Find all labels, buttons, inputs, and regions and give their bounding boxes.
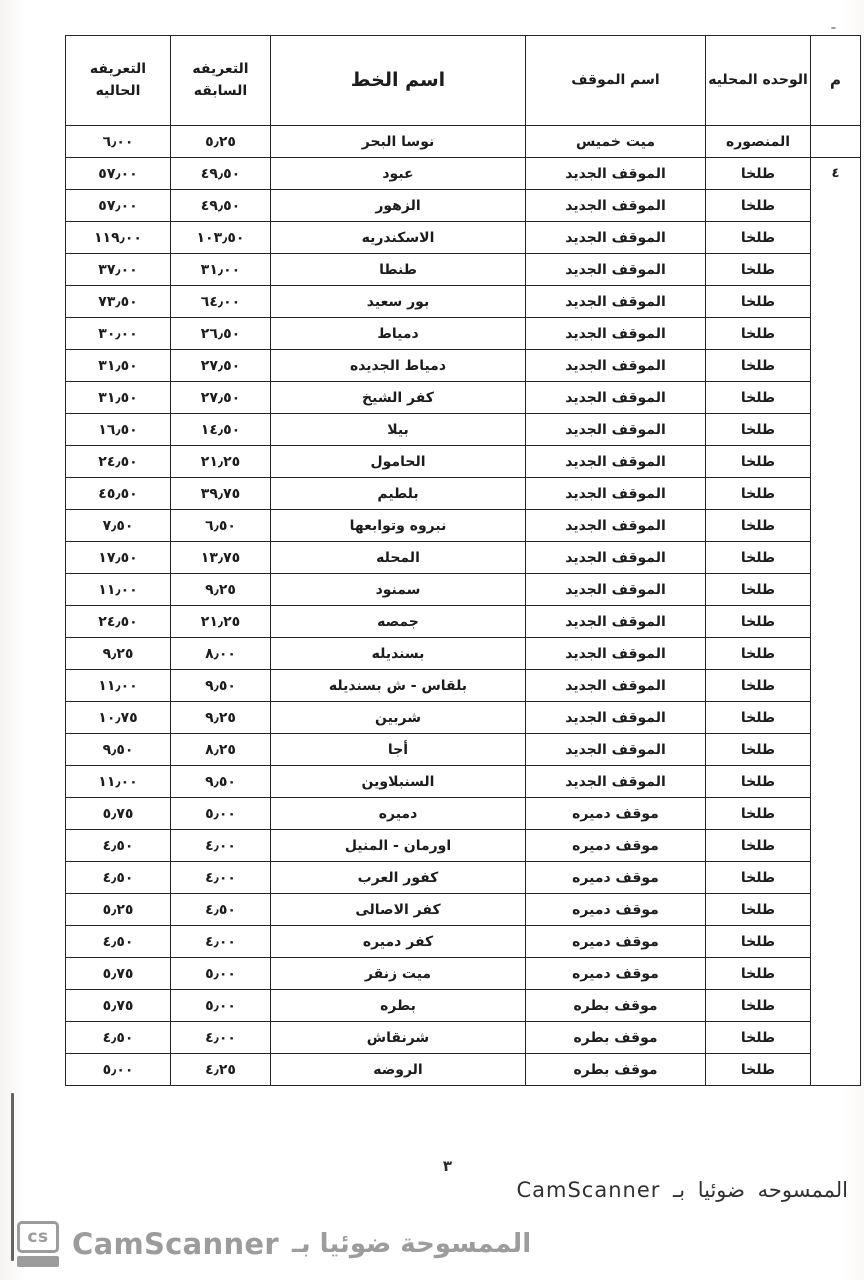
cell-station-name: الموقف الجديد xyxy=(526,478,706,510)
cell-station-name: موقف دميره xyxy=(526,862,706,894)
cell-current-tariff: ٥٫٧٥ xyxy=(66,798,171,830)
cell-serial-empty xyxy=(811,126,861,158)
cell-current-tariff: ٤٫٥٠ xyxy=(66,862,171,894)
cell-previous-tariff: ٦٫٥٠ xyxy=(171,510,271,542)
header-station-name: اسم الموقف xyxy=(526,36,706,126)
cell-current-tariff: ٣١٫٥٠ xyxy=(66,350,171,382)
cell-previous-tariff: ٤٫٠٠ xyxy=(171,1022,271,1054)
cell-line-name: بلقاس - ش بسنديله xyxy=(271,670,526,702)
cell-local-unit: طلخا xyxy=(706,894,811,926)
table-row xyxy=(66,222,861,254)
cell-line-name: كفر الاصالى xyxy=(271,894,526,926)
camscanner-logo-base xyxy=(17,1256,59,1267)
cell-previous-tariff: ١٠٣٫٥٠ xyxy=(171,222,271,254)
cell-local-unit: طلخا xyxy=(706,638,811,670)
header-line-name: اسم الخط xyxy=(271,36,526,126)
cell-previous-tariff: ٩٫٥٠ xyxy=(171,670,271,702)
table-row xyxy=(66,830,861,862)
camscanner-watermark xyxy=(17,1221,531,1267)
cell-current-tariff: ٥٫٧٥ xyxy=(66,958,171,990)
cell-local-unit: طلخا xyxy=(706,606,811,638)
cell-station-name: الموقف الجديد xyxy=(526,670,706,702)
cell-line-name: المحله xyxy=(271,542,526,574)
cell-line-name: كفور العرب xyxy=(271,862,526,894)
camscanner-logo-letters: cs xyxy=(17,1221,59,1253)
cell-station-name: موقف دميره xyxy=(526,958,706,990)
cell-local-unit: طلخا xyxy=(706,1022,811,1054)
cell-line-name: شربين xyxy=(271,702,526,734)
cell-local-unit: طلخا xyxy=(706,830,811,862)
cell-station-name: الموقف الجديد xyxy=(526,222,706,254)
watermark-arabic-text: الممسوحة ضوئيا بـ xyxy=(291,1229,532,1259)
scan-speck xyxy=(831,27,836,29)
cell-local-unit: طلخا xyxy=(706,702,811,734)
cell-station-name: الموقف الجديد xyxy=(526,446,706,478)
cell-current-tariff: ٧٣٫٥٠ xyxy=(66,286,171,318)
cell-station-name: الموقف الجديد xyxy=(526,702,706,734)
cell-previous-tariff: ٥٫٠٠ xyxy=(171,990,271,1022)
cell-previous-tariff: ٤٫٠٠ xyxy=(171,830,271,862)
table-row xyxy=(66,254,861,286)
table-row xyxy=(66,926,861,958)
cell-local-unit: طلخا xyxy=(706,766,811,798)
table-row xyxy=(66,734,861,766)
cell-previous-tariff: ٤٫٠٠ xyxy=(171,862,271,894)
cell-line-name: بور سعيد xyxy=(271,286,526,318)
cell-current-tariff: ٥٧٫٠٠ xyxy=(66,158,171,190)
cell-local-unit: طلخا xyxy=(706,254,811,286)
table-row xyxy=(66,510,861,542)
cell-previous-tariff: ٢٧٫٥٠ xyxy=(171,382,271,414)
cell-station-name: موقف بطره xyxy=(526,990,706,1022)
cell-previous-tariff: ٥٫٠٠ xyxy=(171,958,271,990)
group-serial-number: ٤ xyxy=(811,158,861,1086)
cell-line-name: نوسا البحر xyxy=(271,126,526,158)
cell-line-name: كفر دميره xyxy=(271,926,526,958)
camscanner-logo-icon xyxy=(17,1221,59,1267)
cell-local-unit: طلخا xyxy=(706,1054,811,1086)
cell-previous-tariff: ٩٫٥٠ xyxy=(171,766,271,798)
cell-local-unit: طلخا xyxy=(706,286,811,318)
cell-station-name: موقف دميره xyxy=(526,894,706,926)
table-row xyxy=(66,1022,861,1054)
cell-local-unit: طلخا xyxy=(706,414,811,446)
cell-current-tariff: ٤٥٫٥٠ xyxy=(66,478,171,510)
table-row xyxy=(66,190,861,222)
cell-line-name: سمنود xyxy=(271,574,526,606)
cell-line-name: اورمان - المنيل xyxy=(271,830,526,862)
cell-current-tariff: ٤٫٥٠ xyxy=(66,1022,171,1054)
cell-local-unit: طلخا xyxy=(706,190,811,222)
cell-line-name: أجا xyxy=(271,734,526,766)
cell-current-tariff: ٤٫٥٠ xyxy=(66,926,171,958)
cell-previous-tariff: ٢٧٫٥٠ xyxy=(171,350,271,382)
table-row xyxy=(66,414,861,446)
cell-station-name: الموقف الجديد xyxy=(526,190,706,222)
cell-station-name: الموقف الجديد xyxy=(526,254,706,286)
cell-previous-tariff: ٤٫٥٠ xyxy=(171,894,271,926)
table-row xyxy=(66,798,861,830)
table-row xyxy=(66,958,861,990)
table-row xyxy=(66,382,861,414)
cell-current-tariff: ١١٫٠٠ xyxy=(66,670,171,702)
cell-local-unit: طلخا xyxy=(706,318,811,350)
cell-line-name: بطره xyxy=(271,990,526,1022)
table-row xyxy=(66,638,861,670)
cell-local-unit: طلخا xyxy=(706,510,811,542)
cell-current-tariff: ٥٫٢٥ xyxy=(66,894,171,926)
cell-station-name: موقف دميره xyxy=(526,926,706,958)
cell-line-name: السنبلاوين xyxy=(271,766,526,798)
table-row xyxy=(66,990,861,1022)
cell-station-name: الموقف الجديد xyxy=(526,542,706,574)
table-row xyxy=(66,862,861,894)
cell-station-name: الموقف الجديد xyxy=(526,574,706,606)
table-header-row xyxy=(66,36,861,126)
cell-local-unit: طلخا xyxy=(706,158,811,190)
cell-station-name: الموقف الجديد xyxy=(526,158,706,190)
cell-current-tariff: ٣٧٫٠٠ xyxy=(66,254,171,286)
table-row xyxy=(66,446,861,478)
cell-station-name: الموقف الجديد xyxy=(526,382,706,414)
cell-local-unit: طلخا xyxy=(706,222,811,254)
cell-line-name: دمياط الجديده xyxy=(271,350,526,382)
cell-line-name: دميره xyxy=(271,798,526,830)
cell-line-name: بسنديله xyxy=(271,638,526,670)
cell-previous-tariff: ٢١٫٢٥ xyxy=(171,446,271,478)
cell-previous-tariff: ٤٩٫٥٠ xyxy=(171,190,271,222)
cell-previous-tariff: ٣١٫٠٠ xyxy=(171,254,271,286)
cell-line-name: شرنقاش xyxy=(271,1022,526,1054)
table-row xyxy=(66,766,861,798)
cell-previous-tariff: ٨٫٢٥ xyxy=(171,734,271,766)
cell-local-unit: طلخا xyxy=(706,990,811,1022)
cell-local-unit: المنصوره xyxy=(706,126,811,158)
cell-current-tariff: ٩٫٥٠ xyxy=(66,734,171,766)
table-row xyxy=(66,606,861,638)
table-row xyxy=(66,126,861,158)
cell-local-unit: طلخا xyxy=(706,926,811,958)
table-row xyxy=(66,478,861,510)
table-row xyxy=(66,286,861,318)
scan-edge-artifact xyxy=(11,1093,14,1261)
table-row xyxy=(66,158,861,190)
cell-current-tariff: ١١٫٠٠ xyxy=(66,574,171,606)
table-row xyxy=(66,574,861,606)
cell-line-name: الحامول xyxy=(271,446,526,478)
cell-station-name: الموقف الجديد xyxy=(526,350,706,382)
cell-line-name: الزهور xyxy=(271,190,526,222)
watermark-brand-text: CamScanner xyxy=(72,1227,279,1261)
cell-local-unit: طلخا xyxy=(706,542,811,574)
cell-current-tariff: ٢٤٫٥٠ xyxy=(66,606,171,638)
header-current-tariff: التعريفه الحاليه xyxy=(66,36,171,126)
cell-local-unit: طلخا xyxy=(706,734,811,766)
cell-previous-tariff: ٩٫٢٥ xyxy=(171,574,271,606)
table-row xyxy=(66,702,861,734)
cell-current-tariff: ٧٫٥٠ xyxy=(66,510,171,542)
cell-current-tariff: ٣١٫٥٠ xyxy=(66,382,171,414)
table-row xyxy=(66,318,861,350)
table-row xyxy=(66,894,861,926)
cell-previous-tariff: ٤٩٫٥٠ xyxy=(171,158,271,190)
cell-previous-tariff: ٩٫٢٥ xyxy=(171,702,271,734)
page-number: ٣ xyxy=(442,1157,453,1175)
cell-previous-tariff: ٢١٫٢٥ xyxy=(171,606,271,638)
cell-current-tariff: ٦٫٠٠ xyxy=(66,126,171,158)
cell-station-name: الموقف الجديد xyxy=(526,286,706,318)
cell-station-name: الموقف الجديد xyxy=(526,414,706,446)
cell-current-tariff: ٢٤٫٥٠ xyxy=(66,446,171,478)
table-row xyxy=(66,350,861,382)
cell-previous-tariff: ٤٫٢٥ xyxy=(171,1054,271,1086)
cell-station-name: الموقف الجديد xyxy=(526,606,706,638)
cell-local-unit: طلخا xyxy=(706,478,811,510)
cell-line-name: ميت زنقر xyxy=(271,958,526,990)
cell-line-name: دمياط xyxy=(271,318,526,350)
cell-previous-tariff: ٥٫٢٥ xyxy=(171,126,271,158)
cell-local-unit: طلخا xyxy=(706,382,811,414)
cell-line-name: كفر الشيخ xyxy=(271,382,526,414)
cell-current-tariff: ٩٫٢٥ xyxy=(66,638,171,670)
header-local-unit: الوحده المحليه xyxy=(706,36,811,126)
cell-line-name: بلطيم xyxy=(271,478,526,510)
cell-local-unit: طلخا xyxy=(706,958,811,990)
cell-line-name: نبروه وتوابعها xyxy=(271,510,526,542)
cell-previous-tariff: ٢٦٫٥٠ xyxy=(171,318,271,350)
cell-station-name: موقف بطره xyxy=(526,1022,706,1054)
tariff-table xyxy=(65,35,861,1086)
cell-local-unit: طلخا xyxy=(706,350,811,382)
cell-previous-tariff: ٨٫٠٠ xyxy=(171,638,271,670)
cell-local-unit: طلخا xyxy=(706,574,811,606)
cell-line-name: جمصه xyxy=(271,606,526,638)
cell-station-name: الموقف الجديد xyxy=(526,318,706,350)
cell-local-unit: طلخا xyxy=(706,862,811,894)
header-previous-tariff: التعريفه السابقه xyxy=(171,36,271,126)
cell-previous-tariff: ٥٫٠٠ xyxy=(171,798,271,830)
cell-current-tariff: ١١٫٠٠ xyxy=(66,766,171,798)
cell-current-tariff: ٥٫٠٠ xyxy=(66,1054,171,1086)
cell-current-tariff: ٥٧٫٠٠ xyxy=(66,190,171,222)
cell-line-name: عبود xyxy=(271,158,526,190)
cell-station-name: الموقف الجديد xyxy=(526,638,706,670)
cell-line-name: الاسكندريه xyxy=(271,222,526,254)
cell-current-tariff: ٥٫٧٥ xyxy=(66,990,171,1022)
cell-local-unit: طلخا xyxy=(706,798,811,830)
cell-previous-tariff: ٣٩٫٧٥ xyxy=(171,478,271,510)
cell-station-name: الموقف الجديد xyxy=(526,734,706,766)
cell-station-name: ميت خميس xyxy=(526,126,706,158)
cell-station-name: موقف دميره xyxy=(526,830,706,862)
cell-current-tariff: ٣٠٫٠٠ xyxy=(66,318,171,350)
cell-station-name: موقف دميره xyxy=(526,798,706,830)
cell-previous-tariff: ١٤٫٥٠ xyxy=(171,414,271,446)
cell-previous-tariff: ٤٫٠٠ xyxy=(171,926,271,958)
cell-local-unit: طلخا xyxy=(706,670,811,702)
cell-line-name: الروضه xyxy=(271,1054,526,1086)
cell-current-tariff: ٤٫٥٠ xyxy=(66,830,171,862)
cell-current-tariff: ١١٩٫٠٠ xyxy=(66,222,171,254)
cell-previous-tariff: ١٣٫٧٥ xyxy=(171,542,271,574)
header-serial: م xyxy=(811,36,861,126)
cell-station-name: الموقف الجديد xyxy=(526,510,706,542)
cell-previous-tariff: ٦٤٫٠٠ xyxy=(171,286,271,318)
table-row xyxy=(66,1054,861,1086)
cell-station-name: الموقف الجديد xyxy=(526,766,706,798)
cell-station-name: موقف بطره xyxy=(526,1054,706,1086)
cell-line-name: طنطا xyxy=(271,254,526,286)
cell-current-tariff: ١٦٫٥٠ xyxy=(66,414,171,446)
table-row xyxy=(66,670,861,702)
scan-caption-text: الممسوحه ضوئيا بـ CamScanner xyxy=(516,1178,848,1202)
cell-line-name: بيلا xyxy=(271,414,526,446)
table-row xyxy=(66,542,861,574)
cell-local-unit: طلخا xyxy=(706,446,811,478)
cell-current-tariff: ١٧٫٥٠ xyxy=(66,542,171,574)
cell-current-tariff: ١٠٫٧٥ xyxy=(66,702,171,734)
